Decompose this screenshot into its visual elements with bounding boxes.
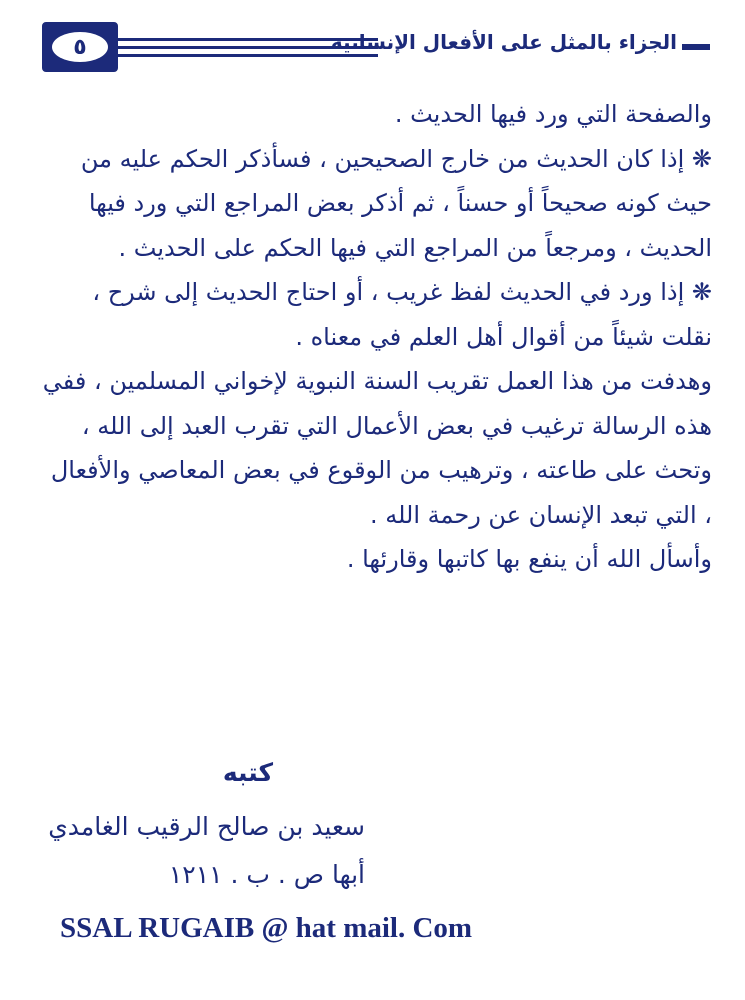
paragraph: وهدفت من هذا العمل تقريب السنة النبوية لإخواني المسلمين ، ففي هذه الرسالة ترغيب في بعض الأعمال التي تقرب العبد إلى الله ، وتحث على طاعته ، وترهيب من الوقوع في بعض المعاصي والأفعال ، التي تبعد الإنسان عن رحمة الله . [42, 367, 712, 529]
author-address: أبها ص . ب . ١٢١١ [168, 860, 365, 889]
header-mark [682, 44, 710, 50]
author-email: SSAL RUGAIB @ hat mail. Com [60, 912, 473, 944]
running-title: الجزاء بالمثل على الأفعال الإنسانية [330, 30, 677, 54]
paragraph: ❋ إذا ورد في الحديث لفظ غريب ، أو احتاج الحديث إلى شرح ، نقلت شيئاً من أقوال أهل العلم في معناه . [92, 278, 712, 351]
page-number: ٥ [52, 32, 108, 62]
paragraph: والصفحة التي ورد فيها الحديث . [394, 100, 712, 128]
signature-label: كتبه [222, 758, 273, 787]
author-name: سعيد بن صالح الرقيب الغامدي [48, 812, 365, 841]
page-number-box [42, 22, 118, 72]
paragraph: ❋ إذا كان الحديث من خارج الصحيحين ، فسأذكر الحكم عليه من حيث كونه صحيحاً أو حسناً ، ثم أذكر بعض المراجع التي ورد فيها الحديث ، ومرجعاً من المراجع التي فيها الحكم على الحديث . [80, 144, 712, 262]
page-header [42, 22, 710, 72]
header-rule [118, 54, 378, 57]
body-text [36, 92, 712, 582]
paragraph: وأسأل الله أن ينفع بها كاتبها وقارئها . [346, 545, 712, 573]
